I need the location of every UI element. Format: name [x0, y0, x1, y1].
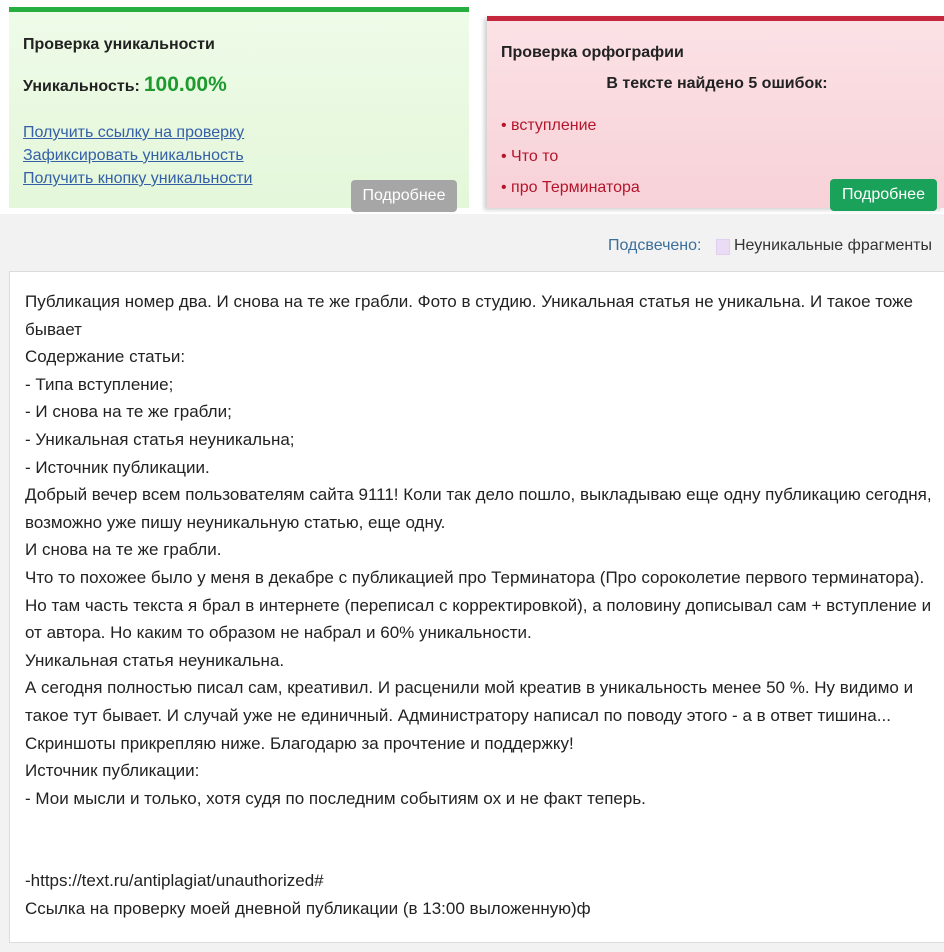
uniqueness-value: 100.00% — [143, 73, 227, 96]
get-check-link[interactable]: Получить ссылку на проверку — [23, 124, 245, 141]
uniqueness-label: Уникальность: — [23, 78, 140, 95]
text-line: А сегодня полностью писал сам, креативил. И расценили мой креатив в уникальность менее 50 %. Ну видимо и такое тут бывает. И случай уже не единичный. Администратору написал по поводу этого - а в ответ тишина... Скриншоты прикрепляю ниже. Благодарю за прочтение и поддержку! — [25, 678, 918, 753]
uniqueness-links — [23, 121, 252, 190]
text-line: Ссылка на проверку моей дневной публикации (в 13:00 выложенную)ф — [25, 898, 591, 918]
uniqueness-panel — [9, 7, 469, 208]
highlight-legend-bar — [0, 226, 944, 268]
text-line: И снова на те же грабли. — [25, 540, 222, 560]
spelling-error-item[interactable]: • про Терминатора — [501, 172, 640, 203]
spelling-error-item[interactable]: • Что то — [501, 141, 640, 172]
text-line: Добрый вечер всем пользователям сайта 9111! Коли так дело пошло, выкладываю еще одну публикацию сегодня, возможно уже пишу неуникальную статью, еще одну. — [25, 485, 937, 532]
highlight-swatch — [716, 239, 730, 255]
spelling-title: Проверка орфографии — [501, 44, 684, 61]
spelling-error-list — [501, 110, 640, 203]
text-line: Уникальная статья неуникальна. — [25, 650, 285, 670]
text-line: - Типа вступление; — [25, 374, 174, 394]
uniqueness-title: Проверка уникальности — [23, 36, 215, 53]
spelling-panel — [487, 16, 944, 208]
text-line: Источник публикации: — [25, 761, 200, 781]
text-line: - И снова на те же грабли; — [25, 402, 232, 422]
checked-text-box — [9, 271, 944, 943]
text-line: Публикация номер два. И снова на те же грабли. Фото в студию. Уникальная статья не уникальна. И такое тоже бывает — [25, 292, 918, 339]
uniqueness-details-button[interactable]: Подробнее — [351, 180, 457, 212]
highlight-legend-text: Неуникальные фрагменты — [734, 237, 933, 254]
spelling-summary: В тексте найдено 5 ошибок: — [606, 75, 828, 92]
fix-uniqueness-link[interactable]: Зафиксировать уникальность — [23, 147, 244, 164]
text-line: - Источник публикации. — [25, 457, 210, 477]
source-link-line: -https://text.ru/antiplagiat/unauthorized# — [25, 871, 324, 891]
text-line: Содержание статьи: — [25, 347, 186, 367]
blank-space — [25, 812, 937, 867]
highlight-label: Подсвечено: — [608, 237, 702, 254]
checked-text — [25, 288, 937, 922]
text-line: - Уникальная статья неуникальна; — [25, 429, 295, 449]
spelling-details-button[interactable]: Подробнее — [830, 179, 937, 211]
text-line: - Мои мысли и только, хотя судя по последним событиям ох и не факт теперь. — [25, 788, 646, 808]
uniqueness-line — [23, 73, 227, 97]
text-line: Что то похожее было у меня в декабре с публикацией про Терминатора (Про сороколетие первого терминатора). Но там часть текста я брал в интернете (переписал с корректировкой), а половину дописывал сам + вступление и от автора. Но каким то образом не набрал и 60% уникальности. — [25, 567, 936, 643]
get-uniqueness-button-link[interactable]: Получить кнопку уникальности — [23, 170, 253, 187]
spelling-error-item[interactable]: • вступление — [501, 110, 640, 141]
